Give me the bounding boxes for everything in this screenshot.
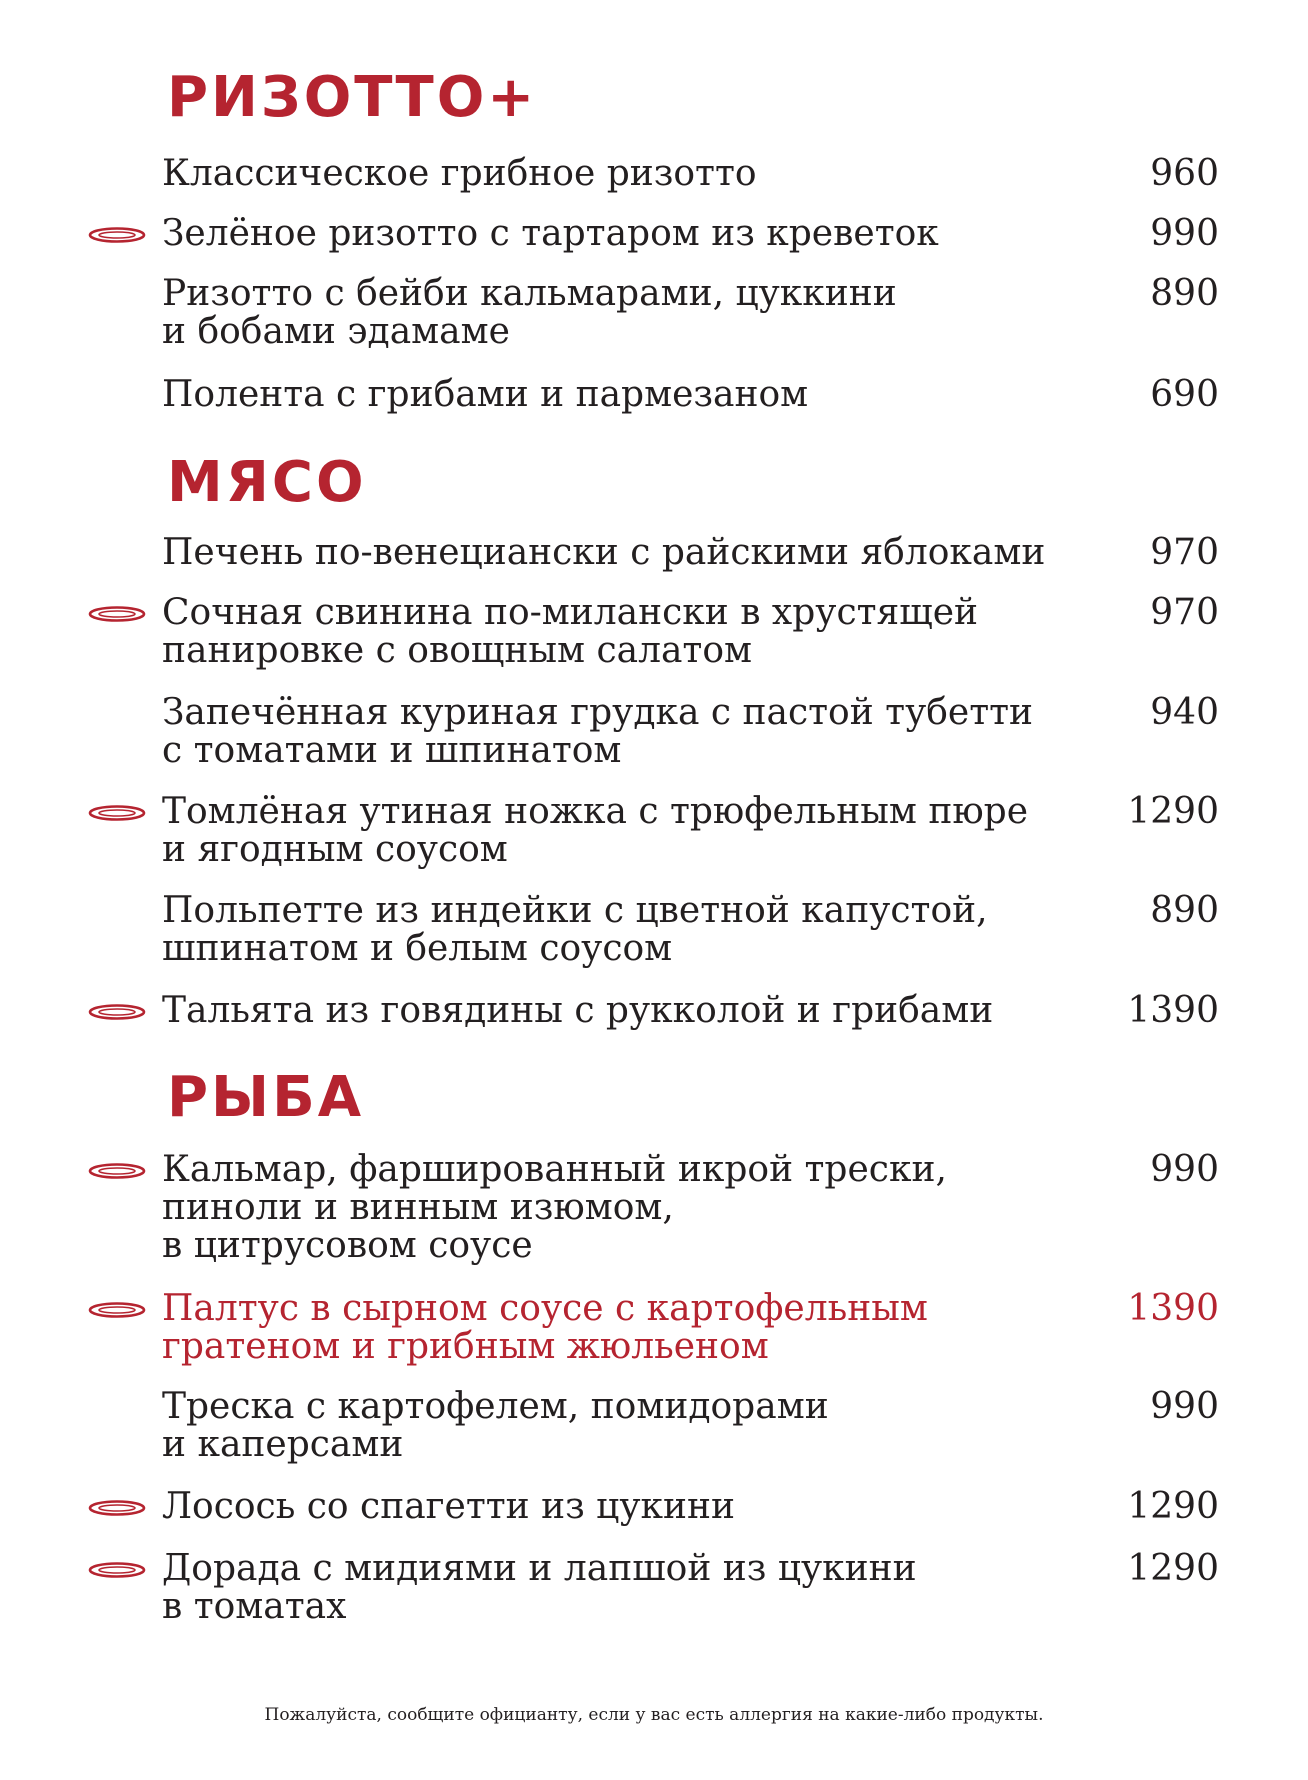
menu-item-price: 990 [1150, 1386, 1219, 1427]
allergy-note: Пожалуйста, сообщите официанту, если у вас есть аллергия на какие-либо продукты. [264, 1705, 1044, 1725]
menu-item-price: 890 [1150, 890, 1219, 931]
plate-icon [88, 227, 146, 243]
menu-item [0, 1386, 1308, 1465]
menu-item-name: Томлёная утиная ножка с трюфельным пюре и ягодным соусом [162, 791, 1029, 870]
plate-icon [88, 1302, 146, 1318]
menu-item [0, 890, 1308, 969]
menu-item [0, 1149, 1308, 1266]
menu-item [0, 153, 1308, 194]
plate-icon [88, 1500, 146, 1516]
plate-icon [88, 1004, 146, 1020]
section-title-fish: РЫБА [167, 1065, 365, 1130]
menu-item [0, 990, 1308, 1031]
plate-icon [88, 606, 146, 622]
menu-item-price: 970 [1150, 532, 1219, 573]
menu-item-price: 1290 [1127, 1548, 1219, 1589]
menu-item-price: 970 [1150, 592, 1219, 633]
menu-item-name: Печень по-венециански с райскими яблоками [162, 532, 1046, 573]
menu-item [0, 1486, 1308, 1527]
menu-item-name: Полента с грибами и пармезаном [162, 374, 809, 415]
menu-item-price: 990 [1150, 213, 1219, 254]
menu-item-name: Зелёное ризотто с тартаром из креветок [162, 213, 939, 254]
section-title-risotto: РИЗОТТО+ [167, 65, 538, 130]
menu-item-name: Кальмар, фаршированный икрой трески, пиноли и винным изюмом, в цитрусовом соусе [162, 1149, 947, 1266]
menu-item-name: Треска с картофелем, помидорами и каперсами [162, 1386, 829, 1465]
menu-item-name: Ризотто с бейби кальмарами, цуккини и бобами эдамаме [162, 273, 897, 352]
menu-item [0, 1548, 1308, 1627]
menu-item-name: Тальята из говядины с рукколой и грибами [162, 990, 994, 1031]
menu-item-price: 1390 [1127, 1288, 1219, 1329]
plate-icon [88, 805, 146, 821]
menu-item-name: Сочная свинина по-милански в хрустящей панировке с овощным салатом [162, 592, 978, 671]
menu-item-price: 1290 [1127, 1486, 1219, 1527]
menu-item [0, 374, 1308, 415]
menu-item-name: Польпетте из индейки с цветной капустой, шпинатом и белым соусом [162, 890, 988, 969]
menu-item [0, 532, 1308, 573]
menu-item-name: Дорада с мидиями и лапшой из цукини в томатах [162, 1548, 917, 1627]
menu-item-name: Палтус в сырном соусе с картофельным гратеном и грибным жюльеном [162, 1288, 928, 1367]
menu-item-name: Запечённая куриная грудка с пастой тубетти с томатами и шпинатом [162, 692, 1034, 771]
menu-item-price: 940 [1150, 692, 1219, 733]
menu-item-name: Классическое грибное ризотто [162, 153, 757, 194]
menu-item [0, 592, 1308, 671]
menu-item [0, 213, 1308, 254]
menu-item-price: 990 [1150, 1149, 1219, 1190]
menu-item [0, 791, 1308, 870]
menu-item-price: 1290 [1127, 791, 1219, 832]
plate-icon [88, 1163, 146, 1179]
menu-item [0, 692, 1308, 771]
section-title-meat: МЯСО [167, 450, 367, 515]
menu-item-price: 690 [1150, 374, 1219, 415]
menu-item-price: 1390 [1127, 990, 1219, 1031]
menu-item [0, 1288, 1308, 1367]
plate-icon [88, 1562, 146, 1578]
menu-item [0, 273, 1308, 352]
menu-item-price: 890 [1150, 273, 1219, 314]
menu-item-name: Лосось со спагетти из цукини [162, 1486, 735, 1527]
menu-item-price: 960 [1150, 153, 1219, 194]
